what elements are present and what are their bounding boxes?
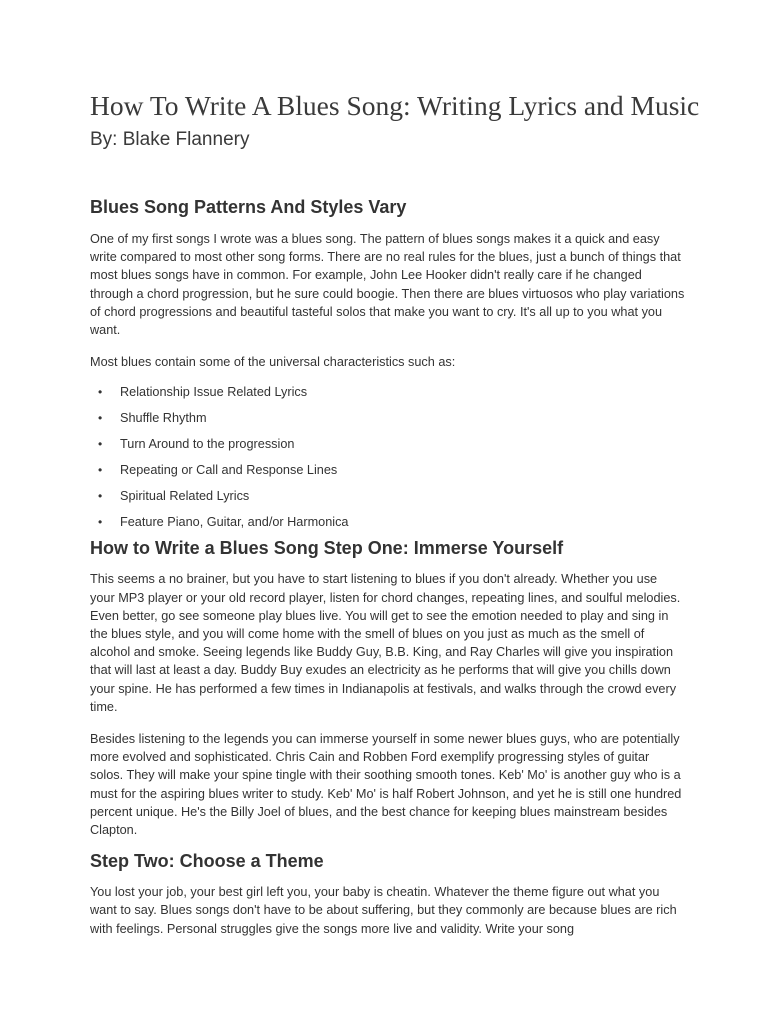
document-title: How To Write A Blues Song: Writing Lyrics and Music [90, 90, 700, 121]
section-heading-immerse: How to Write a Blues Song Step One: Immerse Yourself [90, 538, 564, 559]
bullet-icon: • [98, 385, 103, 400]
document-author: By: Blake Flannery [90, 129, 250, 150]
bullet-icon: • [98, 489, 103, 504]
bullet-icon: • [98, 463, 103, 478]
document-page [90, 86, 700, 938]
paragraph-patterns-intro: One of my first songs I wrote was a blues song. The pattern of blues songs makes it a quick and easy write compared to most other song forms. There are no real rules for the blues, just a bunch of things that most blues songs have in common. For example, John Lee Hooker didn't really care if he changed through a chord progression, but he sure could boogie. Then there are blues virtuosos who play variations of chord progressions and beautiful tasteful solos that make you want to cry. It's all up to you what you want. [90, 232, 685, 338]
list-item [90, 435, 685, 461]
bullet-icon: • [98, 515, 103, 530]
paragraph-immerse-2: Besides listening to the legends you can immerse yourself in some newer blues guys, who are potentially more evolved and sophisticated. Chris Cain and Robben Ford exemplify progressing styles of guitar solos. They will make your spine tingle with their soothing smooth tones. Keb' Mo' is another guy who is a must for the aspiring blues writer to study. Keb' Mo' is half Robert Johnson, and yet he is still one hundred percent unique. He's the Billy Joel of blues, and the best chance for keeping blues mainstream besides Clapton. [90, 732, 682, 838]
list-item-text: Spiritual Related Lyrics [120, 489, 250, 504]
paragraph-characteristics-intro: Most blues contain some of the universal characteristics such as: [90, 355, 456, 370]
list-item [90, 383, 685, 409]
list-item-text: Turn Around to the progression [120, 437, 295, 452]
list-item-text: Relationship Issue Related Lyrics [120, 385, 308, 400]
bullet-icon: • [98, 411, 103, 426]
list-item [90, 409, 685, 435]
list-item [90, 487, 685, 513]
list-item-text: Shuffle Rhythm [120, 411, 207, 426]
list-item [90, 461, 685, 487]
bullet-icon: • [98, 437, 103, 452]
section-heading-theme: Step Two: Choose a Theme [90, 851, 324, 872]
list-item-text: Repeating or Call and Response Lines [120, 463, 338, 478]
characteristics-list [90, 383, 685, 539]
section-heading-patterns: Blues Song Patterns And Styles Vary [90, 197, 407, 217]
paragraph-immerse-1: This seems a no brainer, but you have to start listening to blues if you don't already. Whether you use your MP3 player or your old record player, listen for chord changes, repeating lines, and soulful melodies. Even better, go see someone play blues live. You will get to see the emotion needed to play and sing in the blues style, and you will come home with the smell of blues on you just as much as the smell of alcohol and smoke. Seeing legends like Buddy Guy, B.B. King, and Ray Charles will give you inspiration that will last at least a day. Buddy Buy exudes an electricity as he performs that will give you chills down your spine. He has performed a few times in Indianapolis at festivals, and walks through the crowd every time. [90, 572, 681, 714]
list-item [90, 513, 685, 539]
paragraph-theme-1: You lost your job, your best girl left you, your baby is cheatin. Whatever the theme figure out what you want to say. Blues songs don't have to be about suffering, but they commonly are because blues are rich with feelings. Personal struggles give the songs more live and validity. Write your song [90, 885, 677, 936]
list-item-text: Feature Piano, Guitar, and/or Harmonica [120, 515, 349, 530]
